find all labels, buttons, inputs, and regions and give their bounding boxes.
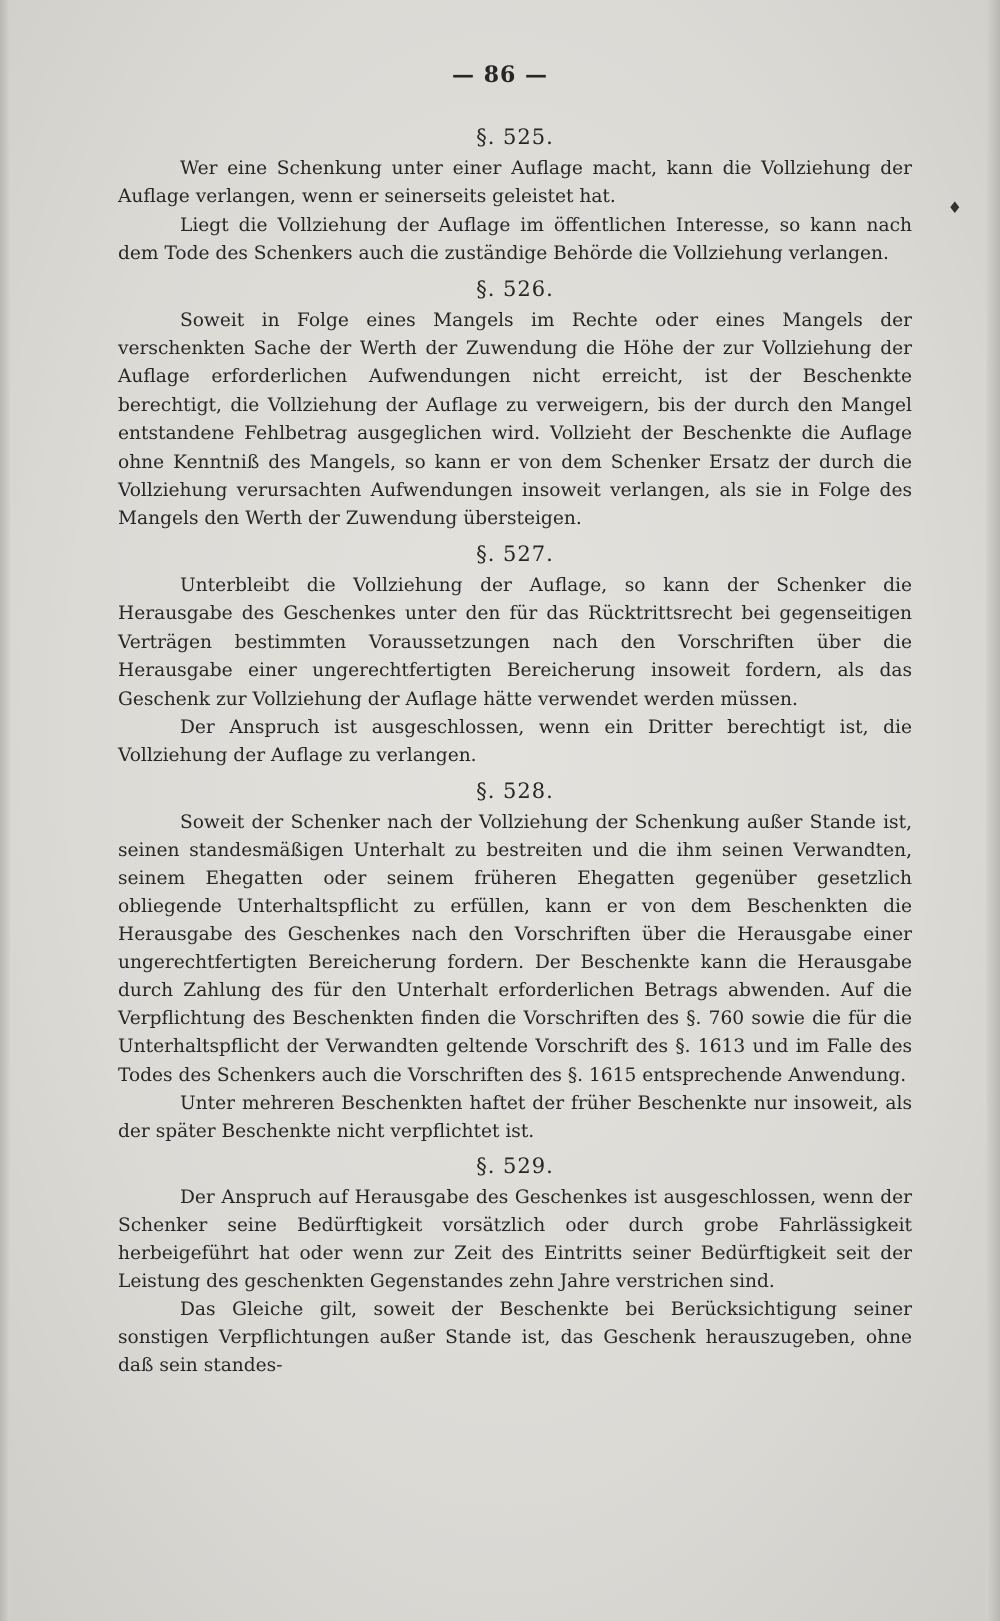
section-527 [118, 542, 912, 771]
section-heading: §. 529. [476, 1153, 554, 1178]
section-529 [118, 1154, 912, 1381]
section-heading: §. 526. [476, 276, 554, 301]
paragraph: Der Anspruch auf Herausgabe des Geschenkes ist ausgeschlossen, wenn der Schenker seine Bedürftigkeit vorsätzlich oder durch grobe Fahrlässigkeit herbeigeführt hat oder wenn zur Zeit des Eintritts seiner Bedürftigkeit seit der Leistung des geschenkten Gegenstandes zehn Jahre verstrichen sind. [118, 1186, 912, 1293]
page-number: — 86 — [452, 62, 548, 88]
paragraph: Unterbleibt die Vollziehung der Auflage, so kann der Schenker die Herausgabe des Geschenkes unter den für das Rücktrittsrecht bei gegenseitigen Verträgen bestimmten Voraussetzungen nach den Vorschriften über die Herausgabe einer ungerechtfertigten Bereicherung insoweit fordern, als das Geschenk zur Vollziehung der Auflage hätte verwendet werden müssen. [118, 574, 912, 710]
section-heading: §. 527. [476, 541, 554, 566]
margin-mark: ♦ [947, 198, 962, 217]
page-body [118, 125, 912, 1389]
paragraph: Soweit in Folge eines Mangels im Rechte oder eines Mangels der verschenkten Sache der Werth der Zuwendung die Höhe der zur Vollziehung der Auflage erforderlichen Aufwendungen nicht erreicht, ist der Beschenkte berechtigt, die Vollziehung der Auflage zu verweigern, bis der durch den Mangel entstandene Fehlbetrag ausgeglichen wird. Vollzieht der Beschenkte die Auflage ohne Kenntniß des Mangels, so kann er von dem Schenker Ersatz der durch die Vollziehung verursachten Aufwendungen insoweit verlangen, als sie in Folge des Mangels den Werth der Zuwendung übersteigen. [118, 309, 912, 530]
paragraph: Unter mehreren Beschenkten haftet der früher Beschenkte nur insoweit, als der später Beschenkte nicht verpflichtet ist. [118, 1092, 912, 1142]
section-525 [118, 125, 912, 269]
section-heading: §. 528. [476, 778, 554, 803]
paragraph: Soweit der Schenker nach der Vollziehung der Schenkung außer Stande ist, seinen standesmäßigen Unterhalt zu bestreiten und die ihm seinen Verwandten, seinem Ehegatten oder seinem früheren Ehegatten gegenüber gesetzlich obliegende Unterhaltspflicht zu erfüllen, kann er von dem Beschenkten die Herausgabe des Geschenkes nach den Vorschriften über die Herausgabe einer ungerechtfertigten Bereicherung fordern. Der Beschenkte kann die Herausgabe durch Zahlung des für den Unterhalt erforderlichen Betrags abwenden. Auf die Verpflichtung des Beschenkten finden die Vorschriften des §. 760 sowie die für die Unterhaltspflicht der Verwandten geltende Vorschrift des §. 1613 und im Falle des Todes des Schenkers auch die Vorschriften des §. 1615 entsprechende Anwendung. [118, 811, 912, 1086]
paragraph: Das Gleiche gilt, soweit der Beschenkte bei Berücksichtigung seiner sonstigen Verpflichtungen außer Stande ist, das Geschenk herauszugeben, ohne daß sein standes- [118, 1299, 912, 1377]
paragraph: Wer eine Schenkung unter einer Auflage macht, kann die Vollziehung der Auflage verlangen, wenn er seinerseits geleistet hat. [118, 158, 912, 208]
page-edge-right [986, 0, 1000, 1621]
paragraph: Liegt die Vollziehung der Auflage im öffentlichen Interesse, so kann nach dem Tode des Schenkers auch die zuständige Behörde die Vollziehung verlangen. [118, 214, 912, 265]
paragraph: Der Anspruch ist ausgeschlossen, wenn ein Dritter berechtigt ist, die Vollziehung der Auflage zu verlangen. [118, 716, 912, 767]
page-edge-left [0, 0, 10, 1621]
section-heading: §. 525. [476, 125, 554, 149]
section-528 [118, 779, 912, 1146]
section-526 [118, 277, 912, 534]
